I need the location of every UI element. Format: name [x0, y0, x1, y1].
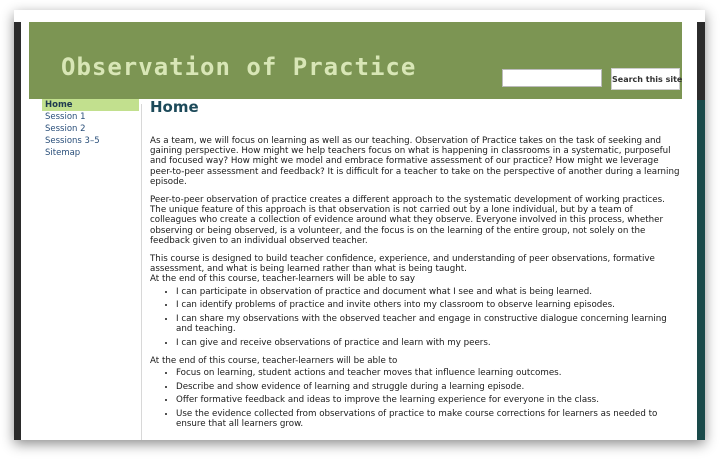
sidebar-item-sessions-3-5[interactable]: Sessions 3–5 [45, 136, 100, 146]
list-item: • I can participate in observation of practice and document what I see and what is being learned. [176, 287, 680, 298]
list-item: • I can identify problems of practice and invite others into my classroom to observe learning episodes. [176, 300, 680, 311]
list-item: • Focus on learning, student actions and teacher moves that influence learning outcomes. [176, 368, 680, 379]
browser-page [14, 10, 705, 440]
sidebar-item-session-1[interactable]: Session 1 [45, 112, 86, 122]
list-intro-able: At the end of this course, teacher-learners will be able to [150, 356, 398, 367]
search-input[interactable] [502, 69, 602, 87]
left-edge-bar [14, 22, 21, 440]
list-item: • Use the evidence collected from observations of practice to make course corrections for learners as needed to ensure that all learners grow. [176, 409, 680, 430]
search-button[interactable]: Search this site [611, 68, 680, 90]
right-edge-accent [697, 100, 705, 440]
page-title: Home [150, 98, 199, 116]
list-item: • I can share my observations with the observed teacher and engage in constructive dialogue concerning learning and teaching. [176, 314, 680, 335]
site-header [29, 22, 682, 99]
list-item: • Describe and show evidence of learning and struggle during a learning episode. [176, 382, 680, 393]
outcomes-list-able [150, 368, 680, 430]
sidebar-item-home[interactable]: Home [42, 99, 139, 111]
list-item: • I can give and receive observations of practice and learn with my peers. [176, 338, 680, 349]
list-item: • Offer formative feedback and ideas to improve the learning experience for everyone in the class. [176, 395, 680, 406]
sidebar-item-session-2[interactable]: Session 2 [45, 124, 86, 134]
paragraph-course-design: This course is designed to build teacher confidence, experience, and understanding of peer observations, formative assessment, and what is being learned rather than what is being taught. [150, 254, 655, 275]
list-intro-say: At the end of this course, teacher-learners will be able to say [150, 274, 416, 285]
paragraph-intro: As a team, we will focus on learning as well as our teaching. Observation of Practice takes on the task of seeking and gaining perspective. How might we help teachers focus on what is happening in classrooms in a systematic, purposeful and focused way? How might we model and embrace formative assessment of our practice? How might we leverage peer-to-peer assessment and feedback? It is difficult for a teacher to take on the perspective of another during a learning episode. [150, 136, 680, 187]
paragraph-peer-observation: Peer-to-peer observation of practice creates a different approach to the systematic development of working practices. The unique feature of this approach is that observation is not carried out by a lone individual, but by a team of colleagues who create a collection of evidence around what they observe. Everyone involved in this process, whether observing or being observed, is a volunteer, and the focus is on the learning of the entire group, not solely on the feedback given to an individual observed teacher. [150, 195, 665, 246]
sidebar-divider [141, 104, 142, 440]
outcomes-list-say [150, 287, 680, 349]
site-title[interactable]: Observation of Practice [61, 53, 417, 81]
sidebar-item-sitemap[interactable]: Sitemap [45, 148, 81, 158]
right-edge-bar [697, 22, 705, 440]
sidebar-nav [42, 99, 139, 159]
main-content [150, 96, 680, 438]
